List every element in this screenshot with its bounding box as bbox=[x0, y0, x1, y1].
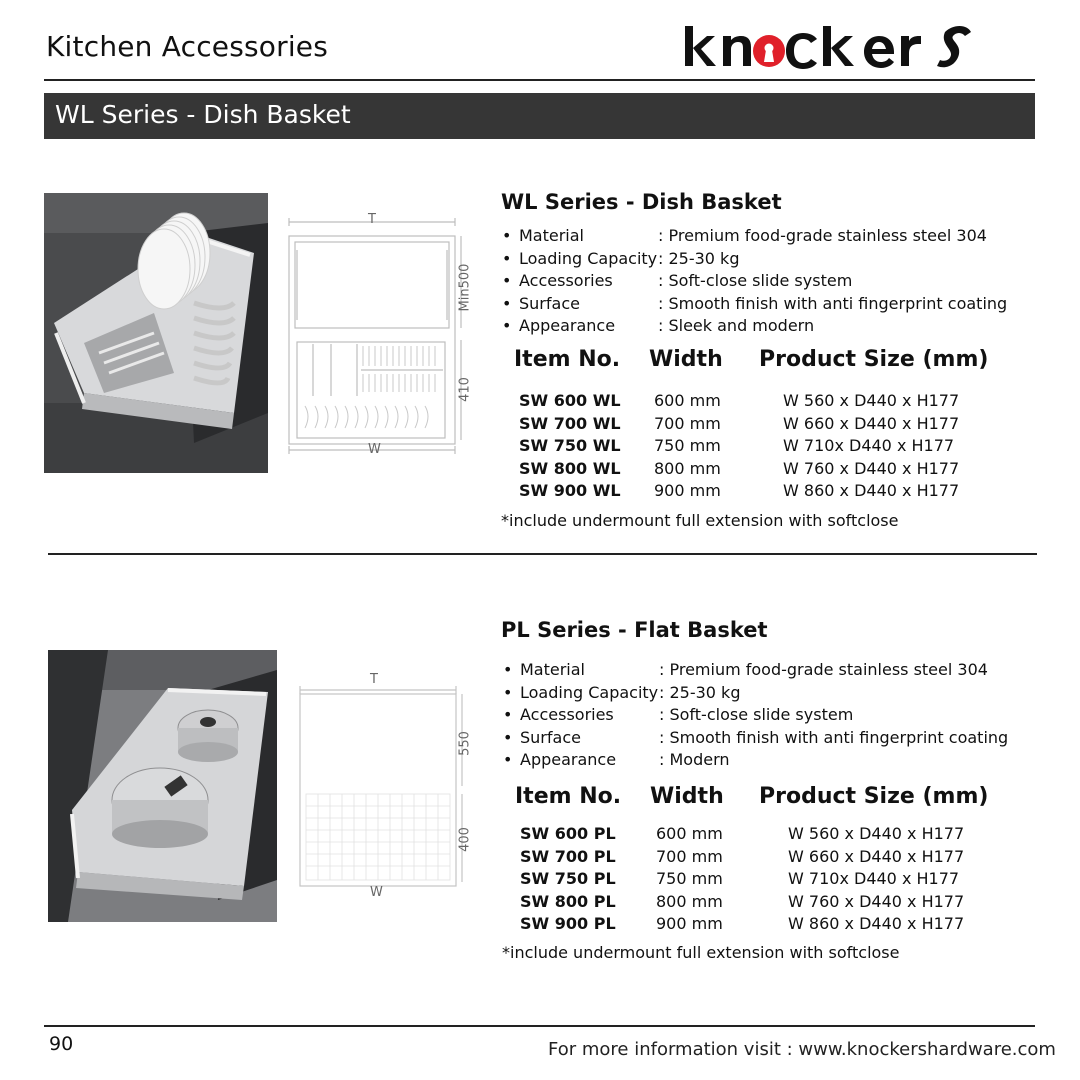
footnote: *include undermount full extension with softclose bbox=[501, 511, 899, 530]
spec-item: • Material : Premium food-grade stainless steel 304 bbox=[501, 659, 1008, 682]
pl-dimension-diagram bbox=[296, 676, 476, 896]
spec-item: • Appearance : Modern bbox=[501, 749, 1008, 772]
table-row: SW 700 PL 700 mm W 660 x D440 x H177 bbox=[520, 846, 965, 866]
header-product-size: Product Size (mm) bbox=[759, 347, 989, 372]
table-row: SW 600 PL 600 mm W 560 x D440 x H177 bbox=[520, 824, 965, 843]
wl-dimension-diagram bbox=[283, 210, 473, 460]
pl-table-body bbox=[520, 823, 1000, 936]
footer-info: For more information visit : www.knockershardware.com bbox=[548, 1039, 1056, 1060]
diagram-lower-label: 400 bbox=[457, 827, 473, 852]
header-item-no: Item No. bbox=[514, 347, 621, 372]
spec-item: • Material : Premium food-grade stainless steel 304 bbox=[500, 225, 1007, 248]
spec-item: • Surface : Smooth finish with anti fingerprint coating bbox=[500, 293, 1007, 316]
section-divider bbox=[48, 553, 1037, 555]
header-product-size: Product Size (mm) bbox=[759, 784, 989, 809]
table-row: SW 900 PL 900 mm W 860 x D440 x H177 bbox=[520, 914, 965, 934]
wl-dish-basket-photo bbox=[44, 193, 268, 473]
diagram-top-label: T bbox=[368, 212, 376, 227]
spec-item: • Loading Capacity: 25-30 kg bbox=[500, 248, 1007, 271]
spec-list bbox=[501, 659, 1008, 772]
table-row: SW 800 PL 800 mm W 760 x D440 x H177 bbox=[520, 891, 965, 911]
footer-rule bbox=[44, 1025, 1035, 1027]
spec-item: • Surface : Smooth finish with anti fingerprint coating bbox=[501, 727, 1008, 750]
header-rule bbox=[44, 79, 1035, 81]
diagram-bottom-label: W bbox=[368, 442, 381, 457]
diagram-lower-label: 410 bbox=[457, 377, 473, 402]
brand-logo bbox=[683, 22, 983, 70]
section-title: PL Series - Flat Basket bbox=[501, 618, 768, 642]
header-item-no: Item No. bbox=[515, 784, 622, 809]
header-width: Width bbox=[650, 784, 724, 809]
spec-item: • Accessories : Soft-close slide system bbox=[500, 270, 1007, 293]
spec-item: • Accessories : Soft-close slide system bbox=[501, 704, 1008, 727]
footnote: *include undermount full extension with softclose bbox=[502, 943, 900, 962]
diagram-top-label: T bbox=[370, 672, 378, 687]
diagram-bottom-label: W bbox=[370, 885, 383, 900]
pl-flat-basket-photo bbox=[48, 650, 277, 922]
wl-table-body bbox=[519, 390, 999, 503]
table-row: SW 750 WL 750 mm W 710x D440 x H177 bbox=[519, 436, 955, 456]
diagram-height-label: Min500 bbox=[457, 263, 473, 312]
page-number: 90 bbox=[49, 1033, 74, 1055]
section-banner bbox=[44, 93, 1035, 139]
banner-title: WL Series - Dish Basket bbox=[55, 100, 351, 129]
table-row: SW 600 WL 600 mm W 560 x D440 x H177 bbox=[519, 391, 960, 410]
diagram-height-label: 550 bbox=[457, 731, 473, 756]
table-row: SW 750 PL 750 mm W 710x D440 x H177 bbox=[520, 869, 960, 889]
table-row: SW 700 WL 700 mm W 660 x D440 x H177 bbox=[519, 413, 960, 433]
spec-item: • Loading Capacity: 25-30 kg bbox=[501, 682, 1008, 705]
spec-list bbox=[500, 225, 1007, 338]
table-row: SW 900 WL 900 mm W 860 x D440 x H177 bbox=[519, 481, 960, 501]
section-title: WL Series - Dish Basket bbox=[501, 190, 782, 214]
page-title: Kitchen Accessories bbox=[46, 30, 329, 63]
table-row: SW 800 WL 800 mm W 760 x D440 x H177 bbox=[519, 458, 960, 478]
header-width: Width bbox=[649, 347, 723, 372]
spec-item: • Appearance : Sleek and modern bbox=[500, 315, 1007, 338]
